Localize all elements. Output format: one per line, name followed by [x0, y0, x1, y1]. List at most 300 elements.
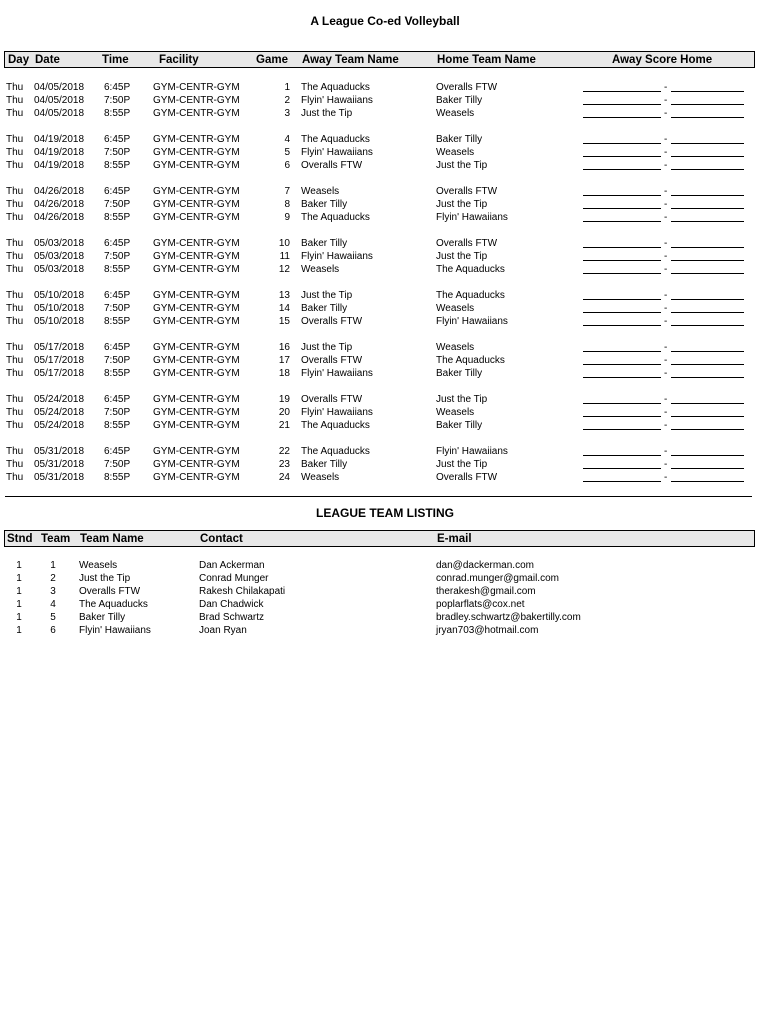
- cell-date: 05/10/2018: [34, 290, 85, 301]
- cell-name: Baker Tilly: [79, 612, 126, 623]
- home-score-blank[interactable]: [671, 455, 744, 456]
- home-score-blank[interactable]: [671, 273, 744, 274]
- cell-day: Thu: [6, 212, 24, 223]
- home-score-blank[interactable]: [671, 377, 744, 378]
- schedule-row: [0, 159, 770, 172]
- cell-name: Overalls FTW: [79, 586, 141, 597]
- cell-away: Weasels: [301, 264, 340, 275]
- score-separator: -: [664, 316, 668, 327]
- header-email: E-mail: [437, 533, 472, 545]
- cell-facility: GYM-CENTR-GYM: [153, 238, 240, 249]
- cell-time: 8:55P: [104, 108, 131, 119]
- cell-time: 7:50P: [104, 95, 131, 106]
- away-score-blank[interactable]: [583, 221, 661, 222]
- cell-stnd: 1: [16, 599, 22, 610]
- cell-email: conrad.munger@gmail.com: [436, 573, 559, 584]
- away-score-blank[interactable]: [583, 351, 661, 352]
- team-row: [0, 624, 770, 637]
- header-game: Game: [256, 54, 288, 66]
- home-score-blank[interactable]: [671, 247, 744, 248]
- score-separator: -: [664, 82, 668, 93]
- home-score-blank[interactable]: [671, 221, 744, 222]
- cell-facility: GYM-CENTR-GYM: [153, 394, 240, 405]
- cell-game: 14: [278, 303, 290, 314]
- cell-day: Thu: [6, 420, 24, 431]
- schedule-row: [0, 237, 770, 250]
- team-row: [0, 598, 770, 611]
- cell-date: 05/24/2018: [34, 394, 85, 405]
- cell-date: 05/17/2018: [34, 342, 85, 353]
- cell-date: 05/31/2018: [34, 446, 85, 457]
- schedule-row: [0, 406, 770, 419]
- home-score-blank[interactable]: [671, 91, 744, 92]
- cell-away: The Aquaducks: [301, 446, 370, 457]
- cell-home: Just the Tip: [436, 160, 488, 171]
- cell-day: Thu: [6, 199, 24, 210]
- cell-facility: GYM-CENTR-GYM: [153, 446, 240, 457]
- score-separator: -: [664, 407, 668, 418]
- home-score-blank[interactable]: [671, 104, 744, 105]
- header-team: Team: [41, 533, 71, 545]
- cell-away: The Aquaducks: [301, 134, 370, 145]
- away-score-blank[interactable]: [583, 260, 661, 261]
- cell-away: Weasels: [301, 186, 340, 197]
- cell-game: 17: [278, 355, 290, 366]
- cell-time: 7:50P: [104, 251, 131, 262]
- cell-date: 04/19/2018: [34, 134, 85, 145]
- cell-home: The Aquaducks: [436, 290, 505, 301]
- cell-date: 04/05/2018: [34, 108, 85, 119]
- cell-day: Thu: [6, 368, 24, 379]
- cell-away: Weasels: [301, 472, 340, 483]
- cell-home: Just the Tip: [436, 394, 488, 405]
- header-name: Team Name: [80, 533, 144, 545]
- cell-away: Just the Tip: [301, 108, 353, 119]
- cell-team: 4: [50, 599, 56, 610]
- cell-home: The Aquaducks: [436, 355, 505, 366]
- schedule-row: [0, 471, 770, 484]
- cell-contact: Dan Ackerman: [199, 560, 265, 571]
- cell-team: 1: [50, 560, 56, 571]
- cell-day: Thu: [6, 342, 24, 353]
- schedule-row: [0, 198, 770, 211]
- cell-game: 2: [284, 95, 290, 106]
- away-score-blank[interactable]: [583, 195, 661, 196]
- cell-date: 05/31/2018: [34, 459, 85, 470]
- cell-time: 7:50P: [104, 407, 131, 418]
- schedule-row: [0, 367, 770, 380]
- schedule-row: [0, 445, 770, 458]
- cell-stnd: 1: [16, 560, 22, 571]
- cell-time: 6:45P: [104, 342, 131, 353]
- cell-home: The Aquaducks: [436, 264, 505, 275]
- cell-time: 6:45P: [104, 238, 131, 249]
- cell-date: 04/26/2018: [34, 199, 85, 210]
- cell-facility: GYM-CENTR-GYM: [153, 420, 240, 431]
- schedule-header: [4, 51, 755, 68]
- cell-team: 2: [50, 573, 56, 584]
- cell-away: Flyin' Hawaiians: [301, 251, 373, 262]
- cell-date: 04/19/2018: [34, 147, 85, 158]
- cell-date: 05/10/2018: [34, 303, 85, 314]
- away-score-blank[interactable]: [583, 104, 661, 105]
- cell-email: jryan703@hotmail.com: [436, 625, 539, 636]
- cell-day: Thu: [6, 264, 24, 275]
- away-score-blank[interactable]: [583, 364, 661, 365]
- cell-game: 19: [278, 394, 290, 405]
- cell-time: 7:50P: [104, 147, 131, 158]
- away-score-blank[interactable]: [583, 156, 661, 157]
- cell-facility: GYM-CENTR-GYM: [153, 303, 240, 314]
- cell-away: Just the Tip: [301, 342, 353, 353]
- cell-time: 8:55P: [104, 368, 131, 379]
- cell-game: 3: [284, 108, 290, 119]
- away-score-blank[interactable]: [583, 247, 661, 248]
- cell-facility: GYM-CENTR-GYM: [153, 108, 240, 119]
- schedule-row: [0, 146, 770, 159]
- schedule-row: [0, 185, 770, 198]
- cell-email: dan@dackerman.com: [436, 560, 534, 571]
- schedule-row: [0, 263, 770, 276]
- cell-team: 5: [50, 612, 56, 623]
- cell-time: 6:45P: [104, 446, 131, 457]
- schedule-row: [0, 81, 770, 94]
- home-score-blank[interactable]: [671, 468, 744, 469]
- cell-day: Thu: [6, 446, 24, 457]
- cell-name: The Aquaducks: [79, 599, 148, 610]
- score-separator: -: [664, 160, 668, 171]
- cell-facility: GYM-CENTR-GYM: [153, 316, 240, 327]
- cell-name: Weasels: [79, 560, 118, 571]
- home-score-blank[interactable]: [671, 403, 744, 404]
- header-away: Away Team Name: [302, 54, 399, 66]
- score-separator: -: [664, 472, 668, 483]
- cell-away: Baker Tilly: [301, 238, 348, 249]
- cell-game: 9: [284, 212, 290, 223]
- cell-time: 6:45P: [104, 82, 131, 93]
- schedule-row: [0, 302, 770, 315]
- cell-away: Overalls FTW: [301, 316, 363, 327]
- away-score-blank[interactable]: [583, 208, 661, 209]
- cell-facility: GYM-CENTR-GYM: [153, 459, 240, 470]
- cell-date: 05/17/2018: [34, 368, 85, 379]
- cell-date: 05/17/2018: [34, 355, 85, 366]
- schedule-row: [0, 458, 770, 471]
- score-separator: -: [664, 108, 668, 119]
- cell-day: Thu: [6, 238, 24, 249]
- cell-away: Overalls FTW: [301, 160, 363, 171]
- cell-away: Just the Tip: [301, 290, 353, 301]
- away-score-blank[interactable]: [583, 429, 661, 430]
- cell-away: Baker Tilly: [301, 303, 348, 314]
- listing-header: [4, 530, 755, 547]
- cell-facility: GYM-CENTR-GYM: [153, 147, 240, 158]
- cell-game: 21: [278, 420, 290, 431]
- home-score-blank[interactable]: [671, 325, 744, 326]
- home-score-blank[interactable]: [671, 195, 744, 196]
- cell-home: Baker Tilly: [436, 420, 483, 431]
- listing-title: LEAGUE TEAM LISTING: [316, 506, 454, 520]
- cell-game: 1: [284, 82, 290, 93]
- cell-name: Flyin' Hawaiians: [79, 625, 151, 636]
- cell-time: 7:50P: [104, 199, 131, 210]
- cell-day: Thu: [6, 355, 24, 366]
- cell-stnd: 1: [16, 625, 22, 636]
- cell-home: Overalls FTW: [436, 238, 498, 249]
- home-score-blank[interactable]: [671, 169, 744, 170]
- cell-date: 05/31/2018: [34, 472, 85, 483]
- away-score-blank[interactable]: [583, 455, 661, 456]
- cell-day: Thu: [6, 459, 24, 470]
- header-stnd: Stnd: [7, 533, 33, 545]
- cell-home: Overalls FTW: [436, 472, 498, 483]
- cell-game: 6: [284, 160, 290, 171]
- cell-time: 8:55P: [104, 212, 131, 223]
- home-score-blank[interactable]: [671, 117, 744, 118]
- cell-away: Flyin' Hawaiians: [301, 147, 373, 158]
- away-score-blank[interactable]: [583, 377, 661, 378]
- cell-time: 8:55P: [104, 472, 131, 483]
- cell-away: Overalls FTW: [301, 394, 363, 405]
- cell-game: 11: [279, 251, 290, 262]
- cell-facility: GYM-CENTR-GYM: [153, 368, 240, 379]
- cell-date: 05/10/2018: [34, 316, 85, 327]
- cell-stnd: 1: [16, 573, 22, 584]
- home-score-blank[interactable]: [671, 260, 744, 261]
- cell-game: 18: [278, 368, 290, 379]
- cell-day: Thu: [6, 303, 24, 314]
- score-separator: -: [664, 264, 668, 275]
- header-contact: Contact: [200, 533, 243, 545]
- cell-facility: GYM-CENTR-GYM: [153, 82, 240, 93]
- cell-facility: GYM-CENTR-GYM: [153, 134, 240, 145]
- cell-away: The Aquaducks: [301, 212, 370, 223]
- cell-day: Thu: [6, 186, 24, 197]
- cell-time: 6:45P: [104, 134, 131, 145]
- home-score-blank[interactable]: [671, 481, 744, 482]
- cell-date: 05/03/2018: [34, 251, 85, 262]
- cell-home: Weasels: [436, 147, 475, 158]
- cell-away: Flyin' Hawaiians: [301, 407, 373, 418]
- cell-time: 8:55P: [104, 264, 131, 275]
- away-score-blank[interactable]: [583, 169, 661, 170]
- score-separator: -: [664, 186, 668, 197]
- cell-home: Baker Tilly: [436, 368, 483, 379]
- cell-day: Thu: [6, 316, 24, 327]
- cell-facility: GYM-CENTR-GYM: [153, 472, 240, 483]
- cell-date: 05/03/2018: [34, 264, 85, 275]
- header-home: Home Team Name: [437, 54, 536, 66]
- header-date: Date: [35, 54, 60, 66]
- cell-date: 04/05/2018: [34, 95, 85, 106]
- cell-day: Thu: [6, 407, 24, 418]
- cell-facility: GYM-CENTR-GYM: [153, 251, 240, 262]
- cell-game: 12: [278, 264, 290, 275]
- cell-day: Thu: [6, 394, 24, 405]
- cell-team: 3: [50, 586, 56, 597]
- score-separator: -: [664, 394, 668, 405]
- cell-date: 05/24/2018: [34, 420, 85, 431]
- cell-home: Overalls FTW: [436, 186, 498, 197]
- cell-day: Thu: [6, 290, 24, 301]
- cell-day: Thu: [6, 95, 24, 106]
- cell-away: Flyin' Hawaiians: [301, 368, 373, 379]
- header-time: Time: [102, 54, 129, 66]
- cell-home: Weasels: [436, 303, 475, 314]
- schedule-row: [0, 107, 770, 120]
- cell-email: poplarflats@cox.net: [436, 599, 525, 610]
- cell-email: therakesh@gmail.com: [436, 586, 536, 597]
- cell-contact: Dan Chadwick: [199, 599, 264, 610]
- cell-day: Thu: [6, 108, 24, 119]
- cell-home: Weasels: [436, 108, 475, 119]
- score-separator: -: [664, 355, 668, 366]
- schedule-row: [0, 315, 770, 328]
- home-score-blank[interactable]: [671, 299, 744, 300]
- section-divider: [5, 496, 752, 497]
- cell-home: Baker Tilly: [436, 134, 483, 145]
- score-separator: -: [664, 368, 668, 379]
- home-score-blank[interactable]: [671, 312, 744, 313]
- schedule-row: [0, 133, 770, 146]
- cell-game: 4: [284, 134, 290, 145]
- schedule-row: [0, 393, 770, 406]
- cell-facility: GYM-CENTR-GYM: [153, 407, 240, 418]
- header-facility: Facility: [159, 54, 199, 66]
- cell-home: Flyin' Hawaiians: [436, 446, 508, 457]
- cell-stnd: 1: [16, 586, 22, 597]
- home-score-blank[interactable]: [671, 208, 744, 209]
- cell-date: 04/26/2018: [34, 186, 85, 197]
- cell-contact: Joan Ryan: [199, 625, 247, 636]
- away-score-blank[interactable]: [583, 468, 661, 469]
- home-score-blank[interactable]: [671, 416, 744, 417]
- team-row: [0, 611, 770, 624]
- cell-contact: Brad Schwartz: [199, 612, 265, 623]
- away-score-blank[interactable]: [583, 91, 661, 92]
- score-separator: -: [664, 147, 668, 158]
- cell-day: Thu: [6, 82, 24, 93]
- score-separator: -: [664, 199, 668, 210]
- cell-facility: GYM-CENTR-GYM: [153, 290, 240, 301]
- cell-time: 8:55P: [104, 160, 131, 171]
- cell-away: Overalls FTW: [301, 355, 363, 366]
- cell-stnd: 1: [16, 612, 22, 623]
- cell-game: 24: [278, 472, 290, 483]
- header-day: Day: [8, 54, 30, 66]
- cell-home: Flyin' Hawaiians: [436, 212, 508, 223]
- cell-home: Baker Tilly: [436, 95, 483, 106]
- schedule-row: [0, 94, 770, 107]
- cell-game: 10: [278, 238, 290, 249]
- away-score-blank[interactable]: [583, 312, 661, 313]
- cell-contact: Conrad Munger: [199, 573, 269, 584]
- home-score-blank[interactable]: [671, 156, 744, 157]
- cell-facility: GYM-CENTR-GYM: [153, 212, 240, 223]
- cell-time: 6:45P: [104, 290, 131, 301]
- away-score-blank[interactable]: [583, 481, 661, 482]
- cell-game: 13: [278, 290, 290, 301]
- score-separator: -: [664, 95, 668, 106]
- schedule-row: [0, 289, 770, 302]
- header-score: Away Score Home: [612, 54, 713, 66]
- schedule-row: [0, 250, 770, 263]
- home-score-blank[interactable]: [671, 364, 744, 365]
- cell-name: Just the Tip: [79, 573, 131, 584]
- cell-time: 6:45P: [104, 186, 131, 197]
- schedule-row: [0, 419, 770, 432]
- cell-day: Thu: [6, 147, 24, 158]
- cell-date: 04/05/2018: [34, 82, 85, 93]
- cell-facility: GYM-CENTR-GYM: [153, 355, 240, 366]
- cell-home: Just the Tip: [436, 199, 488, 210]
- cell-team: 6: [50, 625, 56, 636]
- schedule-title: A League Co-ed Volleyball: [310, 14, 460, 28]
- home-score-blank[interactable]: [671, 143, 744, 144]
- away-score-blank[interactable]: [583, 325, 661, 326]
- cell-date: 04/19/2018: [34, 160, 85, 171]
- schedule-row: [0, 341, 770, 354]
- cell-date: 04/26/2018: [34, 212, 85, 223]
- cell-facility: GYM-CENTR-GYM: [153, 95, 240, 106]
- cell-game: 20: [278, 407, 290, 418]
- cell-time: 8:55P: [104, 316, 131, 327]
- score-separator: -: [664, 238, 668, 249]
- score-separator: -: [664, 251, 668, 262]
- cell-home: Flyin' Hawaiians: [436, 316, 508, 327]
- cell-game: 22: [278, 446, 290, 457]
- score-separator: -: [664, 446, 668, 457]
- away-score-blank[interactable]: [583, 403, 661, 404]
- cell-away: The Aquaducks: [301, 82, 370, 93]
- schedule-row: [0, 211, 770, 224]
- cell-facility: GYM-CENTR-GYM: [153, 342, 240, 353]
- cell-day: Thu: [6, 472, 24, 483]
- schedule-row: [0, 354, 770, 367]
- score-separator: -: [664, 342, 668, 353]
- cell-away: Flyin' Hawaiians: [301, 95, 373, 106]
- cell-home: Weasels: [436, 342, 475, 353]
- cell-time: 7:50P: [104, 303, 131, 314]
- score-separator: -: [664, 303, 668, 314]
- cell-game: 5: [284, 147, 290, 158]
- cell-email: bradley.schwartz@bakertilly.com: [436, 612, 581, 623]
- cell-date: 05/24/2018: [34, 407, 85, 418]
- cell-time: 7:50P: [104, 355, 131, 366]
- cell-time: 7:50P: [104, 459, 131, 470]
- away-score-blank[interactable]: [583, 299, 661, 300]
- away-score-blank[interactable]: [583, 143, 661, 144]
- home-score-blank[interactable]: [671, 351, 744, 352]
- cell-facility: GYM-CENTR-GYM: [153, 160, 240, 171]
- cell-game: 23: [278, 459, 290, 470]
- away-score-blank[interactable]: [583, 273, 661, 274]
- team-row: [0, 572, 770, 585]
- cell-time: 8:55P: [104, 420, 131, 431]
- score-separator: -: [664, 134, 668, 145]
- cell-facility: GYM-CENTR-GYM: [153, 199, 240, 210]
- cell-home: Weasels: [436, 407, 475, 418]
- score-separator: -: [664, 420, 668, 431]
- cell-game: 8: [284, 199, 290, 210]
- cell-away: Baker Tilly: [301, 459, 348, 470]
- away-score-blank[interactable]: [583, 416, 661, 417]
- cell-away: The Aquaducks: [301, 420, 370, 431]
- cell-home: Overalls FTW: [436, 82, 498, 93]
- team-row: [0, 585, 770, 598]
- home-score-blank[interactable]: [671, 429, 744, 430]
- away-score-blank[interactable]: [583, 117, 661, 118]
